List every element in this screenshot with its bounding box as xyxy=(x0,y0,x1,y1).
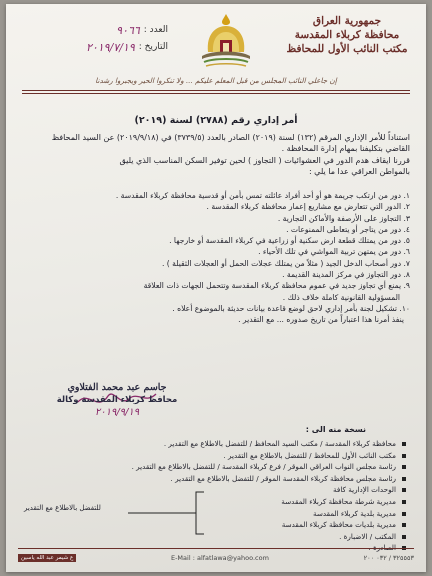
date-label: التاريخ : xyxy=(138,42,168,52)
signature-block xyxy=(42,382,192,418)
country-name: جمهورية العراق xyxy=(312,15,382,27)
intro-line: استناداً للأمر الإداري المرقم (١٣٢) لسنة (٢٠١٩) الصادر بالعدد (٣٧٣٩/٥) في (٢٠١٩/٩/١٨) عن السيد المحافظ xyxy=(51,133,410,142)
exceptions-list xyxy=(14,190,410,326)
intro-line: بالمواطن العراقي عدا ما يلي : xyxy=(308,167,410,177)
list-item: ٨. دور التجاوز في مركز المدينة القديمة . xyxy=(282,270,410,280)
list-item: ٢. الدور التي تتعارض مع مشاريع إعمار محافظة كربلاء المقدسة . xyxy=(206,202,410,212)
number-label: العدد : xyxy=(143,25,168,35)
copy-recipient: مكتب النائب الأول للمحافظ / للتفضل بالاطلاع مع التقدير . xyxy=(76,450,406,462)
bracket-label: للتفضل بالاطلاع مع التقدير xyxy=(24,504,101,512)
list-item: ١٠. تشكيل لجنة بأمر إداري لاحق لوضع قاعدة بيانات حديثة بالموضوع أعلاه . xyxy=(172,303,410,313)
header-rule xyxy=(22,90,410,91)
list-item: ٧. دور أصحاب الدخل الجيد ( مثلاً من يمتلك عجلات الحمل أو العجلات الثقيلة ) . xyxy=(161,258,410,268)
list-item: ٦. دور من يمتهن تربية المواشي في تلك الأحياء . xyxy=(258,247,410,257)
copy-recipient: مديرية بلدية كربلاء المقدسة xyxy=(76,508,406,520)
copy-recipient: الوحدات الإدارية كافة xyxy=(76,484,406,496)
order-title: أمر إداري رقم (٢٧٨٨) لسنة (٢٠١٩) xyxy=(134,115,298,126)
date-row xyxy=(18,39,168,56)
footer-tag: ع شيمر عبد الله ياسين xyxy=(18,554,76,562)
governorate-name: محافظة كربلاء المقدسة xyxy=(294,29,400,41)
number-value: ٩٠٦٦ xyxy=(116,24,140,37)
intro-paragraph xyxy=(14,132,410,178)
number-row xyxy=(18,22,168,39)
letter-footer xyxy=(18,548,414,566)
footer-email: E-Mail : alfatlawa@yahoo.com xyxy=(170,553,269,562)
reference-block xyxy=(18,22,168,56)
date-value: ٢٠١٩/٧/١٩ xyxy=(85,41,135,54)
copy-recipient: رئاسة مجلس النواب العراقي الموقر / فرع كربلاء المقدسة / للتفضل بالاطلاع مع التقدير . xyxy=(76,461,406,473)
footer-phone: ٣٢٥٥٥٣ / ٠٣٢ ٢٠٠ xyxy=(363,553,414,562)
signatory-role: محافظ كربلاء المقدسة وكالة xyxy=(56,395,178,405)
list-item: ٣. التجاوز على الأرصفة والأماكن التجارية . xyxy=(277,213,410,223)
grouping-bracket xyxy=(126,490,206,536)
shrine-emblem-logo xyxy=(198,12,254,70)
list-item: ١. دور من ارتكب جريمة هو أو أحد أفراد عائلته تمس بأمن أو قدسية محافظة كربلاء المقدسة . xyxy=(115,191,410,200)
document-page xyxy=(6,4,426,572)
copy-recipient: مديرية شرطة محافظة كربلاء المقدسة xyxy=(76,496,406,508)
signature-date: ٢٠١٩/٩/١٩ xyxy=(94,407,140,418)
copy-recipient: الصادرة . xyxy=(76,542,406,554)
copy-recipient: مديرية بلديات محافظة كربلاء المقدسة xyxy=(76,519,406,531)
copy-recipient: المكتب / الاضبارة . xyxy=(76,531,406,543)
office-name: مكتب النائب الأول للمحافظ xyxy=(286,43,408,55)
list-item: ٥. دور من يمتلك قطعة ارض سكنية أو زراعية في كربلاء المقدسة أو خارجها . xyxy=(169,236,410,246)
list-item: المسؤولية القانونية كاملة خلاف ذلك . xyxy=(282,292,400,302)
copies-heading: نسخة منه الى : xyxy=(305,425,366,434)
list-item: ٩. يمنع أي تجاوز جديد في عموم محافظة كربلاء المقدسة وتتحمل الجهات ذات العلاقة xyxy=(143,281,410,291)
copy-recipient: رئاسة مجلس محافظة كربلاء المقدسة الموقر / للتفضل بالاطلاع مع التقدير . xyxy=(76,473,406,485)
quran-verse-banner: إن جاعلي النائب المجلس من قبل المعلم عليكم ... ولا تنكروا الحير ويجبروا رشدنا xyxy=(95,76,337,85)
copy-recipient: محافظة كربلاء المقدسة / مكتب السيد المحافظ / للتفضل بالاطلاع مع التقدير . xyxy=(76,438,406,450)
intro-line: قررنا ايقاف هدم الدور في العشوائيات ( التجاوز ) لحين توفير السكن المناسب الذي يليق xyxy=(119,155,410,165)
list-item: ٤. دور من يتاجر أو يتعاطى الممنوعات . xyxy=(286,224,410,234)
header-rule-thin xyxy=(22,93,410,94)
letterhead-right xyxy=(278,14,416,56)
signatory-name: جاسم عبد محمد الفتلاوي xyxy=(67,382,167,393)
intro-line: القاضي بتكليفنا بمهام إدارة المحافظة . xyxy=(281,144,410,154)
list-item: ينفذ أمرنا هذا اعتباراً من تاريخ صدوره ... مع التقدير . xyxy=(238,315,404,325)
